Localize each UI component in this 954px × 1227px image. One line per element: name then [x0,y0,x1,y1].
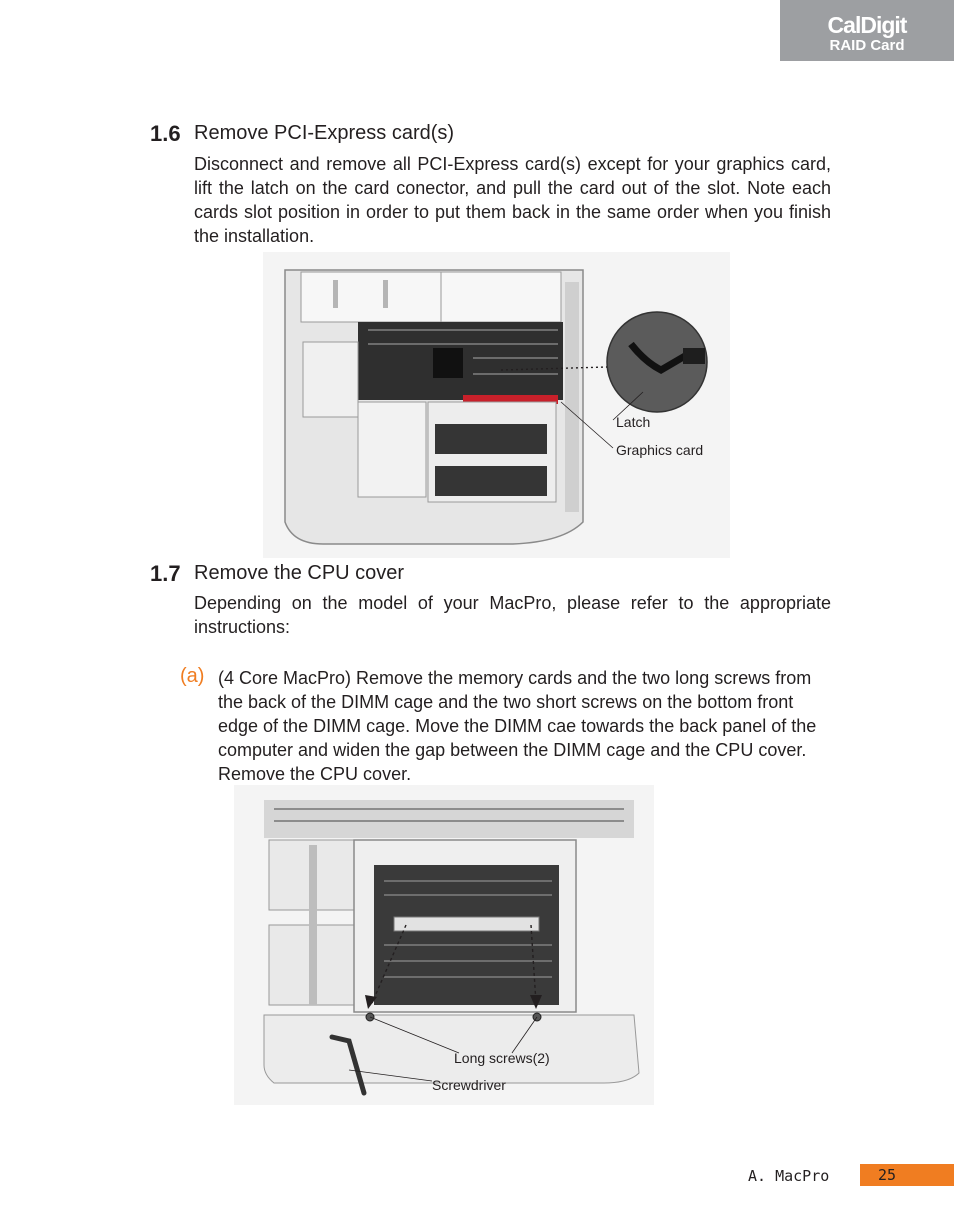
section-title: Remove the CPU cover [194,562,405,584]
section-body: Depending on the model of your MacPro, please refer to the appropriate instructions: [194,593,831,637]
latch-label: Latch [616,414,651,430]
logo-brand-text: CalDigit [827,12,907,38]
section-number: 1.7 [150,561,181,586]
cpu-cover-illustration [234,785,654,1105]
graphics-card-label: Graphics card [616,442,704,458]
macpro-pci-illustration [263,252,730,558]
long-screws-label: Long screws(2) [454,1050,550,1066]
page-number-box [860,1164,954,1186]
step-letter-a: (a) [180,665,205,687]
screwdriver-label: Screwdriver [432,1077,506,1093]
page-number: 25 [878,1166,897,1184]
section-body: Disconnect and remove all PCI-Express card(s) except for your graphics card, lift the latch on the card conector, and pull the card out of the slot. Note each cards slot position in order to put them back in the same order when you finish the installation. [194,154,831,246]
footer-section-label: A. MacPro [748,1167,830,1185]
section-title: Remove PCI-Express card(s) [194,122,455,144]
step-a-body: (4 Core MacPro) Remove the memory cards and the two long screws from the back of the DIMM cage and the two short screws on the bottom front edge of the DIMM cage. Move the DIMM cae towards the back panel of the computer and widen the gap between the DIMM cage and the CPU cover. Remove the CPU cover. [218,668,817,784]
macpro-pci-figure [263,252,730,558]
caldigit-logo [780,0,954,61]
cpu-cover-figure [234,785,654,1105]
logo-product-text: RAID Card [829,37,905,54]
section-number: 1.6 [150,121,181,146]
